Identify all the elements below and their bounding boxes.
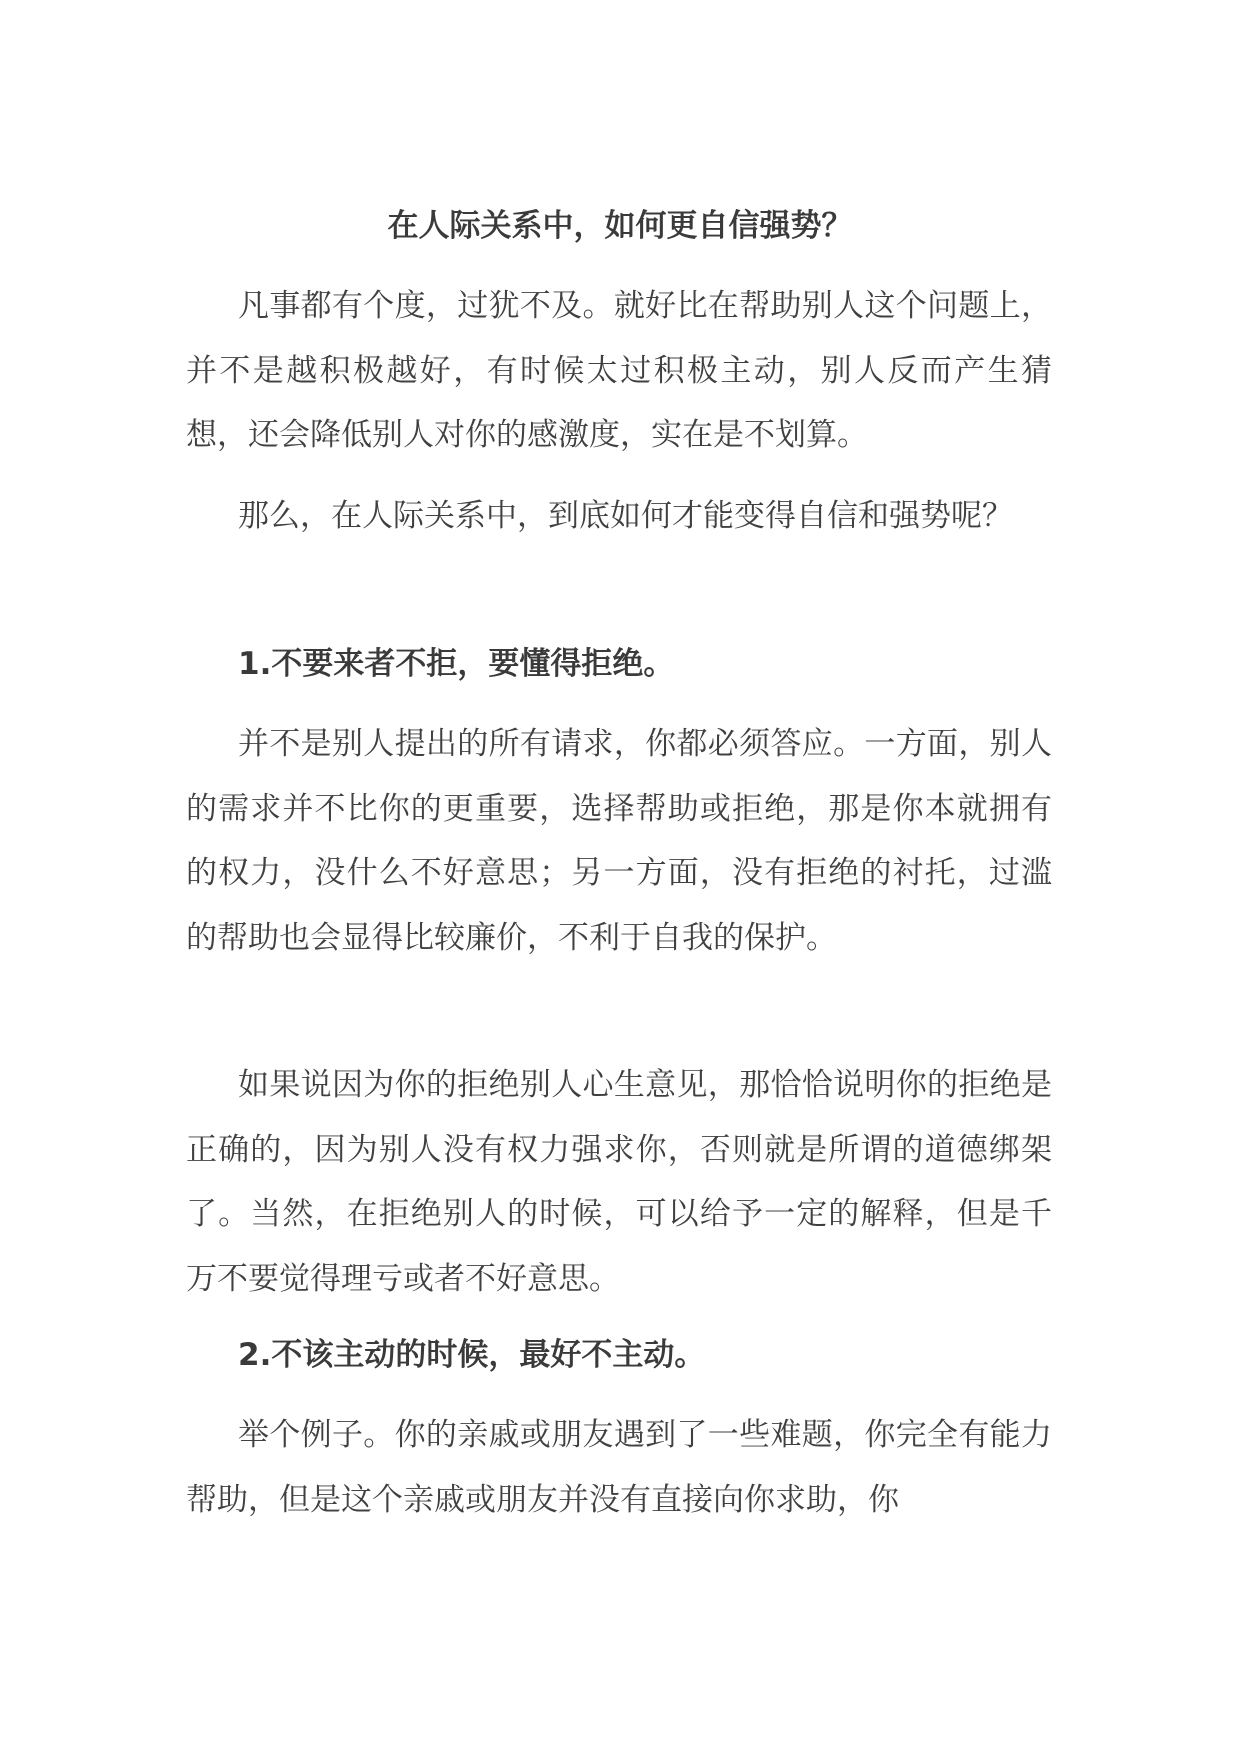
article-title: 在人际关系中，如何更自信强势？ bbox=[387, 208, 853, 244]
paragraph-section2-a: 举个例子。你的亲戚或朋友遇到了一些难题，你完全有能力帮助，但是这个亲戚或朋友并没有直接向你求助，你 bbox=[186, 1417, 1052, 1518]
paragraph-section1-a: 并不是别人提出的所有请求，你都必须答应。一方面，别人的需求并不比你的更重要，选择帮助或拒绝，那是你本就拥有的权力，没什么不好意思；另一方面，没有拒绝的衬托，过滥的帮助也会显得比较廉价，不利于自我的保护。 bbox=[186, 726, 1052, 956]
paragraph-section1-b: 如果说因为你的拒绝别人心生意见，那恰恰说明你的拒绝是正确的，因为别人没有权力强求你，否则就是所谓的道德绑架了。当然，在拒绝别人的时候，可以给予一定的解释，但是千万不要觉得理亏或者不好意思。 bbox=[186, 1067, 1052, 1297]
section-heading-2: 2.不该主动的时候，最好不主动。 bbox=[238, 1337, 706, 1373]
paragraph-question: 那么，在人际关系中，到底如何才能变得自信和强势呢？ bbox=[238, 498, 1013, 534]
section-heading-1: 1.不要来者不拒，要懂得拒绝。 bbox=[238, 646, 675, 682]
paragraph-intro: 凡事都有个度，过犹不及。就好比在帮助别人这个问题上，并不是越积极越好，有时候太过积极主动，别人反而产生猜想，还会降低别人对你的感激度，实在是不划算。 bbox=[186, 288, 1052, 453]
